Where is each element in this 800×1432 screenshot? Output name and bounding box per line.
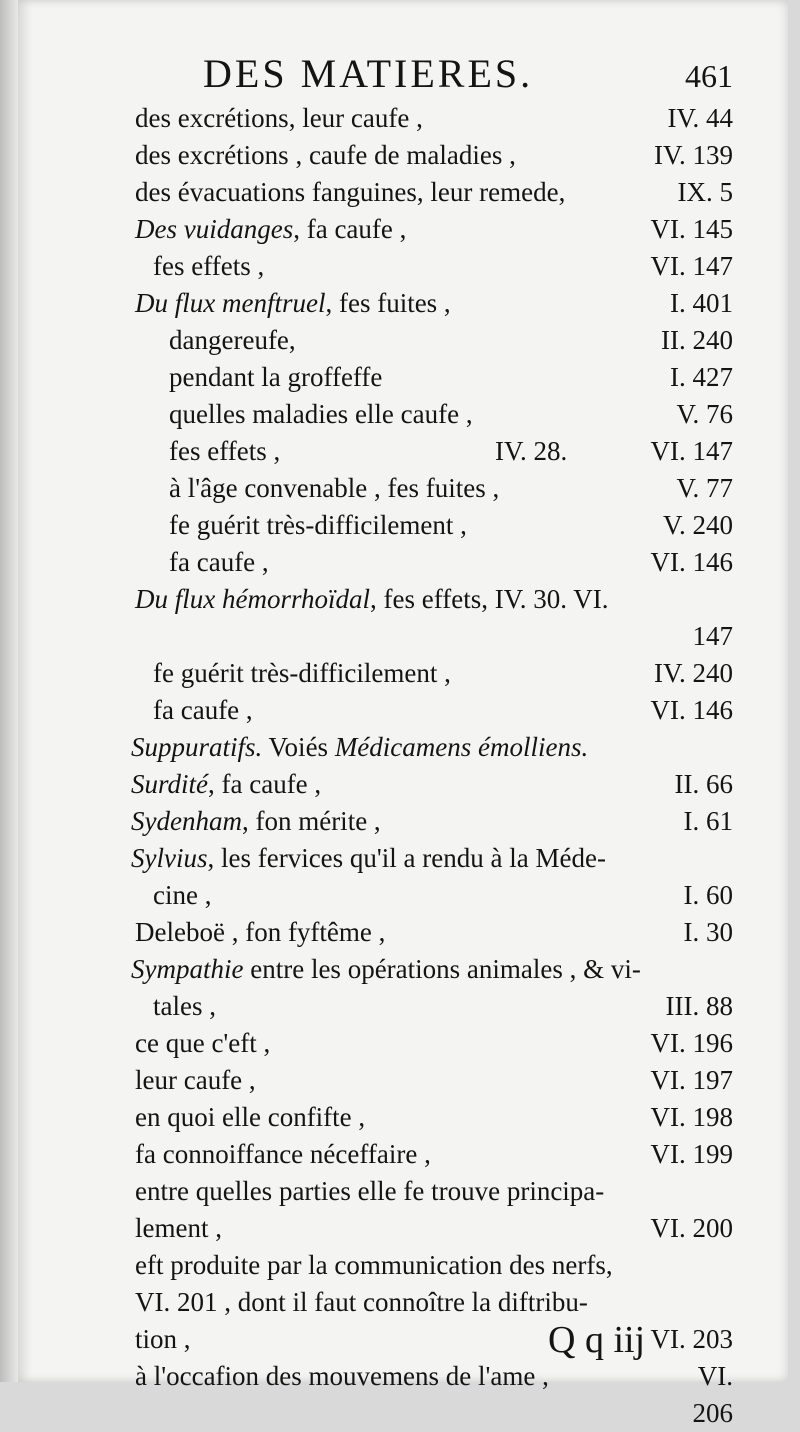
index-entry: leur caufe , VI. 197 bbox=[135, 1065, 733, 1095]
index-entries bbox=[131, 100, 733, 1432]
index-entry: à l'occafion des mouvemens de l'ame , VI. bbox=[135, 1361, 733, 1391]
page-title: DES MATIERES. bbox=[203, 51, 534, 96]
signature-mark: Q q iij bbox=[548, 1319, 646, 1361]
index-entry: fa caufe , VI. 146 bbox=[153, 695, 733, 725]
index-entry: fa connoiffance néceffaire , VI. 199 bbox=[135, 1139, 733, 1169]
index-entry: Surdité, fa caufe , II. 66 bbox=[131, 769, 733, 799]
index-entry: pendant la groffeffe I. 427 bbox=[169, 362, 733, 392]
index-entry: Suppuratifs. Voiés Médicamens émolliens. bbox=[131, 732, 589, 762]
index-entry: en quoi elle confifte , VI. 198 bbox=[135, 1102, 733, 1132]
index-entry: quelles maladies elle caufe , V. 76 bbox=[169, 399, 733, 429]
index-entry: fe guérit très-difficilement , IV. 240 bbox=[153, 658, 733, 688]
index-entry: 147 bbox=[692, 621, 733, 651]
page-gutter bbox=[0, 0, 18, 1382]
index-entry: tales , III. 88 bbox=[153, 991, 733, 1021]
index-entry: Deleboë , fon fyftême , I. 30 bbox=[135, 917, 733, 947]
index-entry: 206 bbox=[692, 1398, 733, 1428]
index-entry: Des vuidanges, fa caufe , VI. 145 bbox=[135, 214, 733, 244]
index-entry: Sydenham, fon mérite , I. 61 bbox=[131, 806, 733, 836]
index-entry: VI. 201 , dont il faut connoître la diftribu- bbox=[135, 1287, 588, 1317]
index-content bbox=[131, 48, 733, 1432]
index-entry: ce que c'eft , VI. 196 bbox=[135, 1028, 733, 1058]
index-entry: Du flux hémorrhoïdal, fes effets, IV. 30. VI. bbox=[135, 584, 609, 614]
index-entry: des excrétions, leur caufe , IV. 44 bbox=[135, 103, 733, 133]
index-entry: fe guérit très-difficilement , V. 240 bbox=[169, 510, 733, 540]
index-entry: fes effets , VI. 147 bbox=[153, 251, 733, 281]
index-entry: des excrétions , caufe de maladies , IV. 139 bbox=[135, 140, 733, 170]
index-entry: fes effets , IV. 28. VI. 147 bbox=[169, 436, 733, 466]
index-entry: dangereufe, II. 240 bbox=[169, 325, 733, 355]
index-entry: tion , VI. 203 bbox=[135, 1324, 733, 1354]
index-entry: des évacuations fanguines, leur remede, IX. 5 bbox=[135, 177, 733, 207]
index-entry: Du flux menftruel, fes fuites , I. 401 bbox=[135, 288, 733, 318]
index-entry: Sympathie entre les opérations animales , & vi- bbox=[131, 954, 641, 984]
index-entry: lement , VI. 200 bbox=[135, 1213, 733, 1243]
index-entry: entre quelles parties elle fe trouve principa- bbox=[135, 1176, 605, 1206]
index-entry: fa caufe , VI. 146 bbox=[169, 547, 733, 577]
index-entry: à l'âge convenable , fes fuites , V. 77 bbox=[169, 473, 733, 503]
running-header bbox=[135, 48, 733, 106]
page-number: 461 bbox=[685, 58, 733, 94]
index-entry: Sylvius, les fervices qu'il a rendu à la Méde- bbox=[131, 843, 606, 873]
index-entry: eft produite par la communication des nerfs, bbox=[135, 1250, 613, 1280]
index-entry: cine , I. 60 bbox=[153, 880, 733, 910]
